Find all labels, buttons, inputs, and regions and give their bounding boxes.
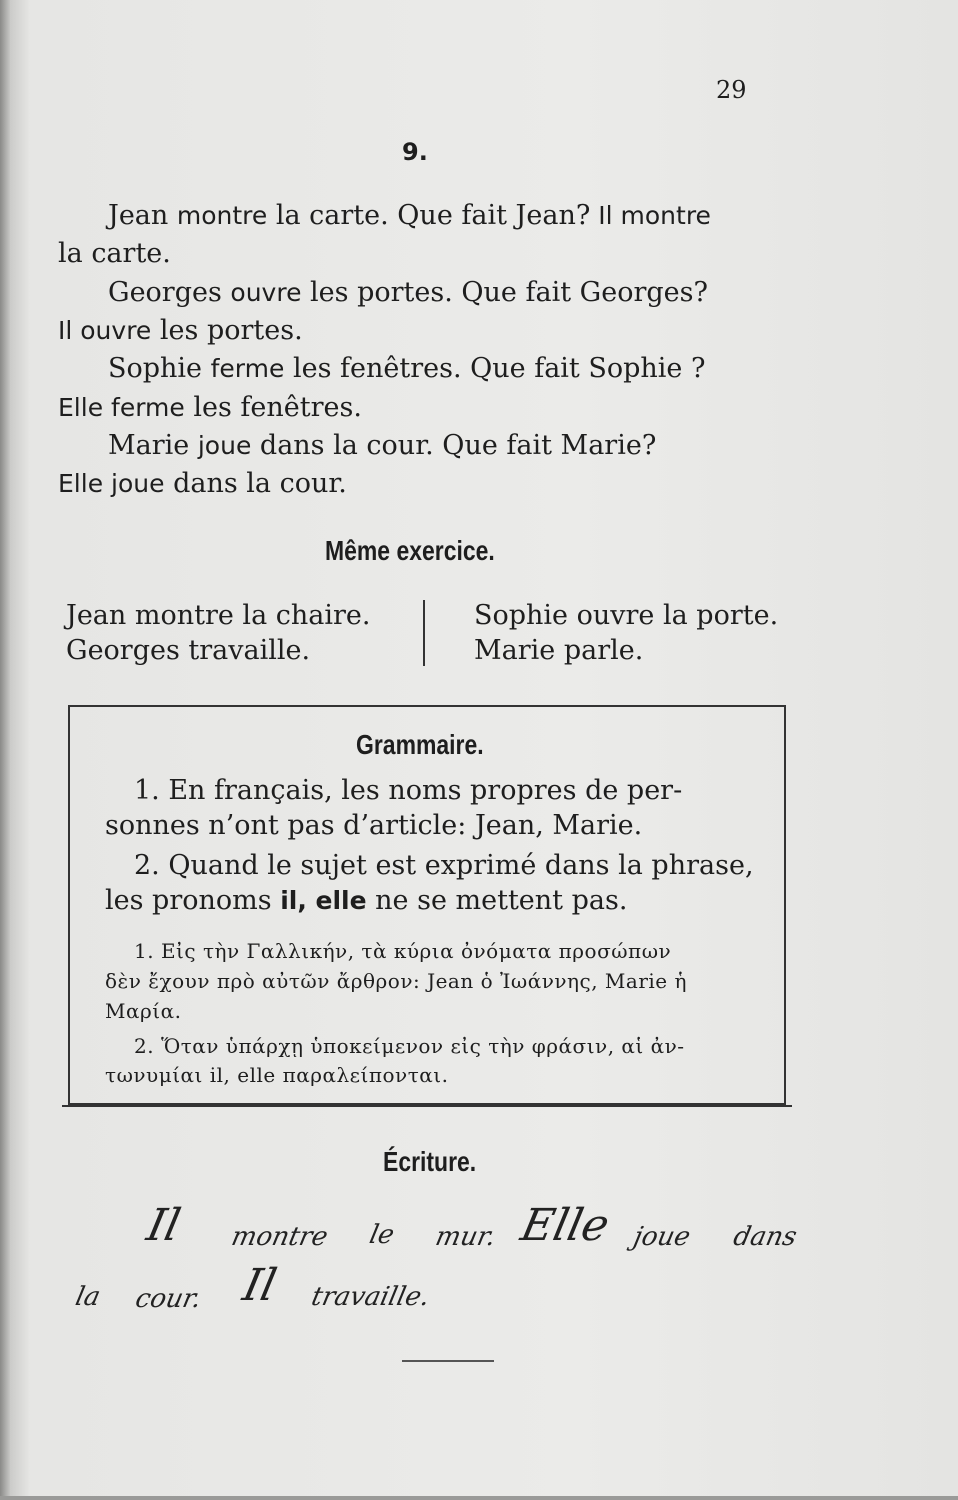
- reading-line-3: Georges ouvre les portes. Que fait Georges?: [108, 277, 708, 308]
- reading-line-1: Jean montre la carte. Que fait Jean? Il montre: [108, 200, 711, 231]
- page-number: 29: [716, 76, 747, 104]
- page-binding-edge: [0, 0, 10, 1500]
- grammar-rule-1-line-2: sonnes n’ont pas d’article: Jean, Marie.: [105, 810, 643, 841]
- writing-heading: Écriture.: [383, 1146, 477, 1177]
- handwriting-word: Il: [238, 1260, 281, 1311]
- handwriting-word: dans: [730, 1222, 800, 1252]
- grammar-box: [68, 705, 786, 1105]
- grammar-rule-2-line-2: les pronoms il, elle ne se mettent pas.: [105, 885, 628, 916]
- handwriting-word: le: [366, 1220, 397, 1250]
- greek-rule-1-line-2: δὲν ἔχουν πρὸ αὐτῶν ἄρθρον: Jean ὁ Ἰωάννης, Marie ἡ: [105, 969, 687, 993]
- reading-line-2: la carte.: [58, 238, 171, 269]
- page-bottom-edge: [0, 1496, 958, 1500]
- handwriting-word: cour.: [132, 1284, 204, 1314]
- end-rule: [402, 1360, 494, 1362]
- grammar-rule-1-line-1: 1. En français, les noms propres de per-: [134, 775, 683, 806]
- handwriting-word: la: [72, 1282, 104, 1312]
- greek-rule-1-line-3: Μαρία.: [105, 999, 182, 1023]
- greek-rule-2-line-2: τωνυμίαι il, elle παραλείπονται.: [105, 1063, 449, 1087]
- exercise-heading: Même exercice.: [325, 535, 495, 566]
- exercise-left-column: [66, 598, 370, 668]
- reading-line-7: Marie joue dans la cour. Que fait Marie?: [108, 430, 657, 461]
- exercise-left-line: Georges travaille.: [66, 635, 311, 666]
- lesson-number: 9.: [402, 138, 428, 166]
- handwriting-word: Il: [142, 1200, 185, 1251]
- handwriting-word: travaille.: [308, 1282, 433, 1312]
- grammar-heading: Grammaire.: [356, 729, 484, 760]
- exercise-right-column: [474, 598, 778, 668]
- greek-rule-2-line-1: 2. Ὅταν ὑπάρχῃ ὑποκείμενον εἰς τὴν φράσιν, αἱ ἀν-: [134, 1034, 685, 1058]
- handwriting-word: mur.: [432, 1222, 499, 1252]
- greek-rule-1-line-1: 1. Εἰς τὴν Γαλλικήν, τὰ κύρια ὀνόματα προσώπων: [134, 939, 672, 963]
- exercise-left-line: Jean montre la chaire.: [66, 600, 371, 631]
- exercise-divider: [423, 600, 425, 666]
- reading-line-6: Elle ferme les fenêtres.: [58, 392, 362, 423]
- reading-line-5: Sophie ferme les fenêtres. Que fait Sophie ?: [108, 353, 706, 384]
- handwriting-word: Elle: [516, 1200, 614, 1251]
- handwriting-word: joue: [630, 1222, 694, 1252]
- exercise-right-line: Sophie ouvre la porte.: [474, 600, 779, 631]
- exercise-right-line: Marie parle.: [474, 635, 644, 666]
- reading-line-4: Il ouvre les portes.: [58, 315, 303, 346]
- handwriting-word: montre: [228, 1222, 331, 1252]
- reading-line-8: Elle joue dans la cour.: [58, 468, 347, 499]
- grammar-rule-2-line-1: 2. Quand le sujet est exprimé dans la phrase,: [134, 850, 754, 881]
